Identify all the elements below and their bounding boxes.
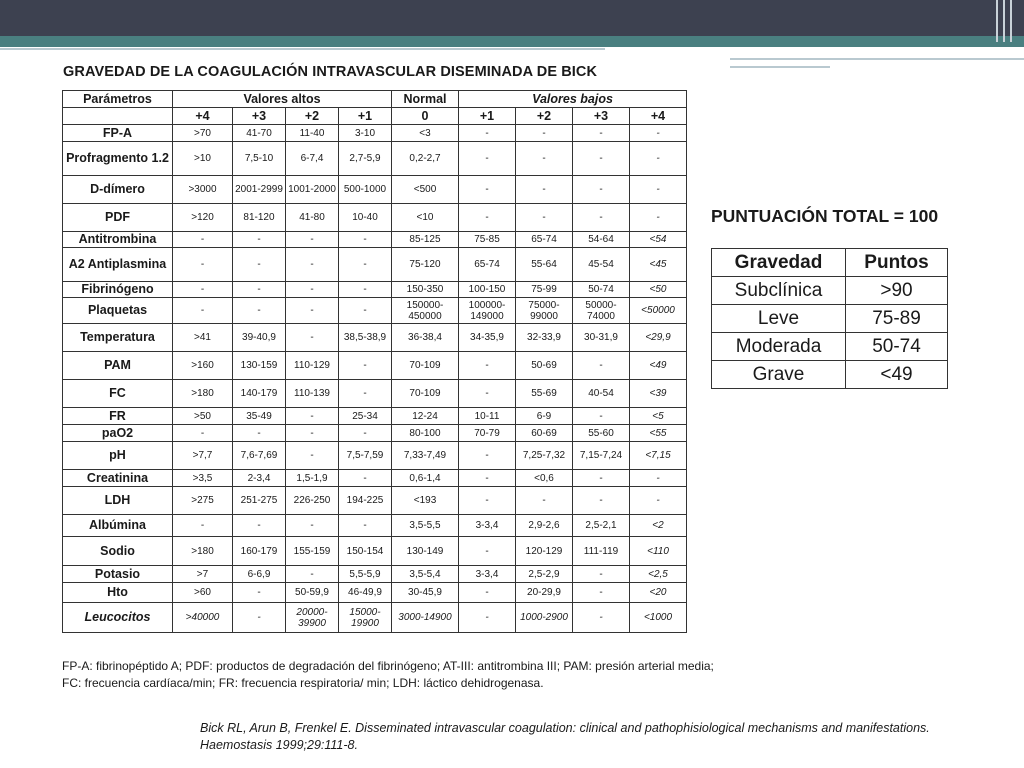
table-cell: - (573, 566, 630, 583)
table-cell: <7,15 (630, 442, 687, 470)
table-cell: <3 (392, 125, 459, 142)
table-cell: - (573, 487, 630, 515)
table-cell: 1001-2000 (286, 176, 339, 204)
table-cell: - (233, 298, 286, 324)
table-cell: 194-225 (339, 487, 392, 515)
table-row (63, 408, 687, 425)
table-cell: 3000-14900 (392, 603, 459, 633)
header-normal: Normal (392, 91, 459, 108)
table-cell: - (516, 125, 573, 142)
severity-points: 75-89 (846, 305, 948, 333)
header-empty-cell (63, 108, 173, 125)
table-row (63, 470, 687, 487)
table-cell: 7,6-7,69 (233, 442, 286, 470)
table-cell: - (286, 282, 339, 298)
table-cell: - (573, 125, 630, 142)
table-cell: 55-69 (516, 380, 573, 408)
total-score-heading: PUNTUACIÓN TOTAL = 100 (711, 206, 939, 226)
parameter-name: Temperatura (63, 324, 173, 352)
table-cell: - (573, 352, 630, 380)
table-cell: >180 (173, 537, 233, 566)
table-cell: - (459, 603, 516, 633)
table-cell: 55-60 (573, 425, 630, 442)
table-cell: - (286, 442, 339, 470)
table-cell: - (459, 125, 516, 142)
parameter-name: Leucocitos (63, 603, 173, 633)
table-cell: 2,9-2,6 (516, 515, 573, 537)
table-cell: 50-74 (573, 282, 630, 298)
table-cell: - (339, 298, 392, 324)
severity-header-puntos: Puntos (846, 249, 948, 277)
table-cell: 54-64 (573, 232, 630, 248)
table-row (63, 142, 687, 176)
table-cell: 30-45,9 (392, 583, 459, 603)
table-cell: 120-129 (516, 537, 573, 566)
severity-level: Subclínica (712, 277, 846, 305)
table-cell: <2,5 (630, 566, 687, 583)
table-cell: <10 (392, 204, 459, 232)
table-cell: 70-109 (392, 352, 459, 380)
table-cell: - (233, 583, 286, 603)
table-cell: 500-1000 (339, 176, 392, 204)
table-row (63, 232, 687, 248)
severity-row (712, 305, 948, 333)
table-cell: 1000-2900 (516, 603, 573, 633)
table-cell: - (459, 176, 516, 204)
table-cell: - (459, 470, 516, 487)
table-cell: 39-40,9 (233, 324, 286, 352)
table-cell: 41-80 (286, 204, 339, 232)
table-cell: <50000 (630, 298, 687, 324)
table-cell: 3,5-5,5 (392, 515, 459, 537)
table-cell: 35-49 (233, 408, 286, 425)
table-cell: 100000-149000 (459, 298, 516, 324)
table-cell: - (630, 487, 687, 515)
score-header: +3 (233, 108, 286, 125)
table-cell: 140-179 (233, 380, 286, 408)
decorative-line (730, 66, 830, 68)
table-cell: - (573, 408, 630, 425)
table-cell: - (630, 470, 687, 487)
table-cell: <2 (630, 515, 687, 537)
table-header-row (63, 91, 687, 108)
table-cell: 1,5-1,9 (286, 470, 339, 487)
table-cell: >7 (173, 566, 233, 583)
table-cell: 20-29,9 (516, 583, 573, 603)
table-cell: >70 (173, 125, 233, 142)
table-cell: 11-40 (286, 125, 339, 142)
table-cell: 2,7-5,9 (339, 142, 392, 176)
table-cell: 34-35,9 (459, 324, 516, 352)
table-cell: 110-129 (286, 352, 339, 380)
severity-row (712, 361, 948, 389)
table-cell: 3,5-5,4 (392, 566, 459, 583)
table-cell: - (339, 282, 392, 298)
table-cell: 6-6,9 (233, 566, 286, 583)
table-cell: 20000-39900 (286, 603, 339, 633)
table-cell: - (286, 425, 339, 442)
table-cell: >120 (173, 204, 233, 232)
table-cell: - (339, 352, 392, 380)
score-header: +1 (459, 108, 516, 125)
severity-level: Leve (712, 305, 846, 333)
table-cell: 12-24 (392, 408, 459, 425)
table-cell: - (286, 298, 339, 324)
parameter-name: PAM (63, 352, 173, 380)
table-cell: - (459, 537, 516, 566)
table-cell: - (233, 232, 286, 248)
table-cell: - (339, 515, 392, 537)
table-cell: 7,33-7,49 (392, 442, 459, 470)
table-cell: <49 (630, 352, 687, 380)
severity-header-gravedad: Gravedad (712, 249, 846, 277)
parameter-name: PDF (63, 204, 173, 232)
table-cell: - (233, 425, 286, 442)
table-row (63, 515, 687, 537)
header-valores-bajos: Valores bajos (459, 91, 687, 108)
table-cell: 2001-2999 (233, 176, 286, 204)
table-cell: 130-159 (233, 352, 286, 380)
table-cell: - (233, 248, 286, 282)
table-cell: 251-275 (233, 487, 286, 515)
table-cell: - (516, 142, 573, 176)
slide-accent-bar (0, 36, 1024, 47)
table-cell: 10-40 (339, 204, 392, 232)
table-cell: - (286, 248, 339, 282)
table-cell: 15000-19900 (339, 603, 392, 633)
severity-level: Moderada (712, 333, 846, 361)
table-cell: 10-11 (459, 408, 516, 425)
table-cell: - (286, 232, 339, 248)
table-cell: - (339, 425, 392, 442)
table-cell: - (573, 176, 630, 204)
table-cell: 2,5-2,1 (573, 515, 630, 537)
table-cell: >50 (173, 408, 233, 425)
table-cell: 65-74 (516, 232, 573, 248)
table-cell: - (459, 442, 516, 470)
table-row (63, 204, 687, 232)
table-cell: 46-49,9 (339, 583, 392, 603)
citation-reference: Bick RL, Arun B, Frenkel E. Disseminated intravascular coagulation: clinical and pathophisiological mechanisms and manifestations. Haemostasis 1999;29:111-8. (200, 721, 930, 752)
table-cell: 0,2-2,7 (392, 142, 459, 176)
severity-table (711, 248, 948, 389)
table-cell: 70-109 (392, 380, 459, 408)
parameter-name: Fibrinógeno (63, 282, 173, 298)
table-cell: <193 (392, 487, 459, 515)
table-cell: - (339, 470, 392, 487)
table-cell: 150-350 (392, 282, 459, 298)
table-cell: 45-54 (573, 248, 630, 282)
table-cell: 60-69 (516, 425, 573, 442)
parameter-name: Profragmento 1.2 (63, 142, 173, 176)
table-cell: - (233, 282, 286, 298)
table-cell: 7,25-7,32 (516, 442, 573, 470)
table-cell: - (173, 298, 233, 324)
severity-level: Grave (712, 361, 846, 389)
table-row (63, 324, 687, 352)
table-cell: <110 (630, 537, 687, 566)
table-cell: 50-69 (516, 352, 573, 380)
parameter-name: Sodio (63, 537, 173, 566)
table-cell: 81-120 (233, 204, 286, 232)
table-cell: 150000-450000 (392, 298, 459, 324)
table-cell: 2-3,4 (233, 470, 286, 487)
score-header: +4 (173, 108, 233, 125)
table-cell: - (233, 603, 286, 633)
table-cell: - (630, 176, 687, 204)
table-cell: 5,5-5,9 (339, 566, 392, 583)
table-row (63, 442, 687, 470)
score-header: +2 (516, 108, 573, 125)
score-header: 0 (392, 108, 459, 125)
table-cell: - (233, 515, 286, 537)
table-cell: <5 (630, 408, 687, 425)
table-cell: - (339, 232, 392, 248)
table-cell: - (573, 583, 630, 603)
table-cell: >60 (173, 583, 233, 603)
table-cell: - (173, 425, 233, 442)
parameter-name: D-dímero (63, 176, 173, 204)
table-cell: >7,7 (173, 442, 233, 470)
parameter-name: Plaquetas (63, 298, 173, 324)
table-cell: >180 (173, 380, 233, 408)
table-cell: - (573, 204, 630, 232)
table-cell: 40-54 (573, 380, 630, 408)
table-cell: - (173, 282, 233, 298)
score-header: +3 (573, 108, 630, 125)
table-row (63, 583, 687, 603)
table-cell: <54 (630, 232, 687, 248)
table-cell: - (286, 515, 339, 537)
decorative-stripe (1003, 0, 1005, 42)
table-cell: >160 (173, 352, 233, 380)
table-cell: - (286, 324, 339, 352)
table-cell: - (573, 142, 630, 176)
table-cell: - (459, 204, 516, 232)
table-cell: - (286, 408, 339, 425)
table-cell: 130-149 (392, 537, 459, 566)
table-cell: - (573, 603, 630, 633)
table-cell: - (516, 204, 573, 232)
table-cell: - (630, 204, 687, 232)
table-row (63, 176, 687, 204)
table-cell: 50000-74000 (573, 298, 630, 324)
table-cell: 160-179 (233, 537, 286, 566)
decorative-line (0, 48, 605, 50)
table-row (63, 380, 687, 408)
table-cell: 7,5-7,59 (339, 442, 392, 470)
table-cell: 75-99 (516, 282, 573, 298)
table-cell: - (173, 248, 233, 282)
table-cell: 32-33,9 (516, 324, 573, 352)
table-cell: <50 (630, 282, 687, 298)
score-header: +1 (339, 108, 392, 125)
table-row (63, 298, 687, 324)
table-cell: 7,5-10 (233, 142, 286, 176)
table-cell: 30-31,9 (573, 324, 630, 352)
table-cell: - (459, 142, 516, 176)
parameter-name: FR (63, 408, 173, 425)
table-cell: >3000 (173, 176, 233, 204)
table-cell: - (459, 380, 516, 408)
table-cell: 3-3,4 (459, 566, 516, 583)
table-cell: - (173, 515, 233, 537)
parameter-name: LDH (63, 487, 173, 515)
table-cell: - (516, 487, 573, 515)
table-cell: 41-70 (233, 125, 286, 142)
decorative-stripe (1010, 0, 1012, 42)
table-footnote: FP-A: fibrinopéptido A; PDF: productos de degradación del fibrinógeno; AT-III: antitrombina III; PAM: presión arterial media; FC: frecuencia cardíaca/min; FR: frecuencia respiratoria/ min; LDH: láctico dehidrogenasa. (62, 659, 714, 690)
parameter-name: A2 Antiplasmina (63, 248, 173, 282)
slide-top-bar (0, 0, 1024, 36)
parameter-name: Potasio (63, 566, 173, 583)
severity-header-row (712, 249, 948, 277)
table-cell: - (630, 125, 687, 142)
parameter-name: Creatinina (63, 470, 173, 487)
table-cell: 110-139 (286, 380, 339, 408)
score-header: +2 (286, 108, 339, 125)
table-cell: - (286, 566, 339, 583)
header-valores-altos: Valores altos (173, 91, 392, 108)
table-cell: <1000 (630, 603, 687, 633)
table-row (63, 352, 687, 380)
table-cell: - (339, 248, 392, 282)
table-cell: 0,6-1,4 (392, 470, 459, 487)
table-cell: >3,5 (173, 470, 233, 487)
parameter-name: paO2 (63, 425, 173, 442)
decorative-line (730, 58, 1024, 60)
table-cell: >41 (173, 324, 233, 352)
table-cell: - (459, 487, 516, 515)
table-cell: <39 (630, 380, 687, 408)
table-row (63, 282, 687, 298)
severity-points: >90 (846, 277, 948, 305)
table-cell: - (173, 232, 233, 248)
table-row (63, 566, 687, 583)
table-cell: >10 (173, 142, 233, 176)
severity-points: 50-74 (846, 333, 948, 361)
table-row (63, 248, 687, 282)
table-row (63, 487, 687, 515)
table-cell: <0,6 (516, 470, 573, 487)
table-cell: 75-85 (459, 232, 516, 248)
bick-dic-table (62, 90, 687, 633)
table-cell: - (339, 380, 392, 408)
table-cell: 100-150 (459, 282, 516, 298)
table-cell: 111-119 (573, 537, 630, 566)
table-score-row (63, 108, 687, 125)
table-cell: 38,5-38,9 (339, 324, 392, 352)
table-cell: 6-9 (516, 408, 573, 425)
table-cell: 65-74 (459, 248, 516, 282)
parameter-name: Antitrombina (63, 232, 173, 248)
table-cell: <29,9 (630, 324, 687, 352)
table-cell: 155-159 (286, 537, 339, 566)
table-cell: <500 (392, 176, 459, 204)
table-cell: - (459, 583, 516, 603)
table-cell: >275 (173, 487, 233, 515)
slide-title: GRAVEDAD DE LA COAGULACIÓN INTRAVASCULAR DISEMINADA DE BICK (63, 64, 598, 80)
score-header: +4 (630, 108, 687, 125)
parameter-name: Albúmina (63, 515, 173, 537)
table-cell: - (516, 176, 573, 204)
table-cell: - (459, 352, 516, 380)
table-cell: 55-64 (516, 248, 573, 282)
table-cell: - (630, 142, 687, 176)
parameter-name: FC (63, 380, 173, 408)
table-cell: 2,5-2,9 (516, 566, 573, 583)
decorative-stripe (996, 0, 998, 42)
table-cell: 25-34 (339, 408, 392, 425)
table-cell: 80-100 (392, 425, 459, 442)
table-cell: 7,15-7,24 (573, 442, 630, 470)
table-cell: 3-10 (339, 125, 392, 142)
severity-row (712, 277, 948, 305)
table-cell: >40000 (173, 603, 233, 633)
table-cell: <20 (630, 583, 687, 603)
table-row (63, 603, 687, 633)
table-cell: 3-3,4 (459, 515, 516, 537)
severity-points: <49 (846, 361, 948, 389)
table-cell: <55 (630, 425, 687, 442)
parameter-name: Hto (63, 583, 173, 603)
table-cell: 36-38,4 (392, 324, 459, 352)
parameter-name: pH (63, 442, 173, 470)
table-cell: 150-154 (339, 537, 392, 566)
table-cell: 226-250 (286, 487, 339, 515)
parameter-name: FP-A (63, 125, 173, 142)
header-parametros: Parámetros (63, 91, 173, 108)
table-cell: 75000-99000 (516, 298, 573, 324)
table-cell: 75-120 (392, 248, 459, 282)
table-cell: 6-7,4 (286, 142, 339, 176)
table-row (63, 425, 687, 442)
table-cell: 50-59,9 (286, 583, 339, 603)
severity-row (712, 333, 948, 361)
table-row (63, 537, 687, 566)
table-cell: <45 (630, 248, 687, 282)
table-cell: 85-125 (392, 232, 459, 248)
table-cell: 70-79 (459, 425, 516, 442)
table-cell: - (573, 470, 630, 487)
table-row (63, 125, 687, 142)
